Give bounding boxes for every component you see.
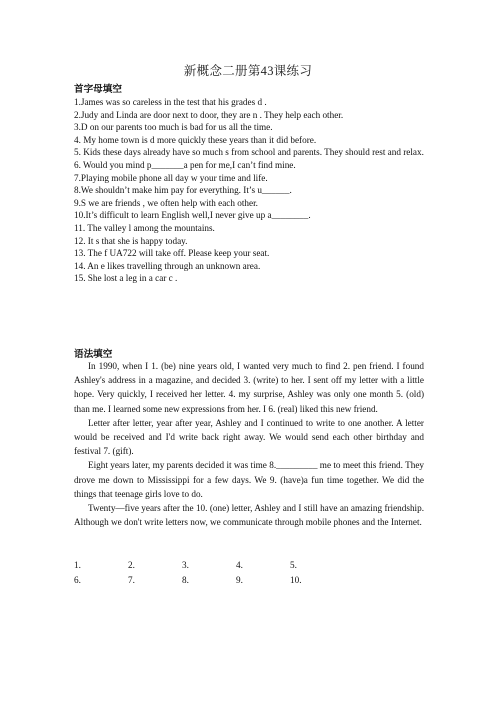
exercise-item: 10.It’s difficult to learn English well,I never give up a________.: [74, 210, 311, 221]
answer-number: 1.: [74, 559, 81, 570]
answer-number: 4.: [236, 559, 243, 570]
grammar-passage: [74, 359, 424, 529]
passage-paragraph: Twenty—five years after the 10. (one) letter, Ashley and I still have an amazing friendship. Although we don't write letters now, we communicate through mobile phones and the Internet.: [74, 503, 424, 528]
exercise-item: 9.S we are friends , we often help with each other.: [74, 197, 258, 208]
answer-row: [74, 557, 424, 572]
exercise-item: 11. The valley l among the mountains.: [74, 222, 215, 233]
answer-number: 7.: [128, 574, 135, 585]
exercise-item: 14. An e likes travelling through an unknown area.: [74, 260, 261, 271]
answer-numbers: [74, 557, 424, 587]
exercise-item: 1.James was so careless in the test that his grades d .: [74, 97, 267, 107]
exercise-item: 13. The f UA722 will take off. Please keep your seat.: [74, 248, 270, 259]
exercise-item: 2.Judy and Linda are door next to door, they are n . They help each other.: [74, 109, 344, 120]
passage-paragraph: Eight years later, my parents decided it was time 8._________ me to meet this friend. They drove me down to Mississippi for a few days. We 9. (have)a fun time together. We did the things that teenage girls love to do.: [74, 460, 424, 499]
exercise-item: 6. Would you mind p_______a pen for me,I can’t find mine.: [74, 159, 296, 170]
answer-number: 2.: [128, 559, 135, 570]
answer-number: 8.: [182, 574, 189, 585]
section-heading-grammar: 语法填空: [74, 349, 113, 360]
exercise-item: 4. My home town is d more quickly these years than it did before.: [74, 134, 317, 145]
section-heading-initial-letter: 首字母填空: [74, 84, 122, 95]
exercise-item: 12. It s that she is happy today.: [74, 235, 188, 246]
initial-letter-exercise: [74, 96, 424, 285]
passage-paragraph: Letter after letter, year after year, Ashley and I continued to write to one another. A letter would be received and I'd write back right away. We would send each other birthday and festival 7. (gift).: [74, 417, 424, 457]
answer-number: 5.: [290, 559, 297, 570]
answer-row: [74, 572, 424, 587]
exercise-item: 8.We shouldn’t make him pay for everything. It’s u______.: [74, 185, 292, 196]
page-title: 新概念二册第43课练习: [183, 64, 313, 78]
answer-number: 9.: [236, 574, 243, 585]
answer-number: 3.: [182, 559, 189, 570]
passage-paragraph: In 1990, when I 1. (be) nine years old, I wanted very much to find 2. pen friend. I found Ashley's address in a magazine, and decided 3. (write) to her. I sent off my letter with a little hope. Very quickly, I received her letter. 4. my surprise, Ashley was only one month 5. (old) than me. I learned some new expressions from her. I 6. (real) liked this new friend.: [74, 361, 424, 414]
exercise-item: 5. Kids these days already have so much s from school and parents. They should rest and relax.: [74, 147, 424, 158]
exercise-item: 15. She lost a leg in a car c .: [74, 273, 178, 284]
exercise-item: 3.D on our parents too much is bad for us all the time.: [74, 122, 273, 133]
exercise-item: 7.Playing mobile phone all day w your time and life.: [74, 172, 268, 183]
answer-number: 6.: [74, 574, 81, 585]
answer-number: 10.: [290, 574, 302, 585]
